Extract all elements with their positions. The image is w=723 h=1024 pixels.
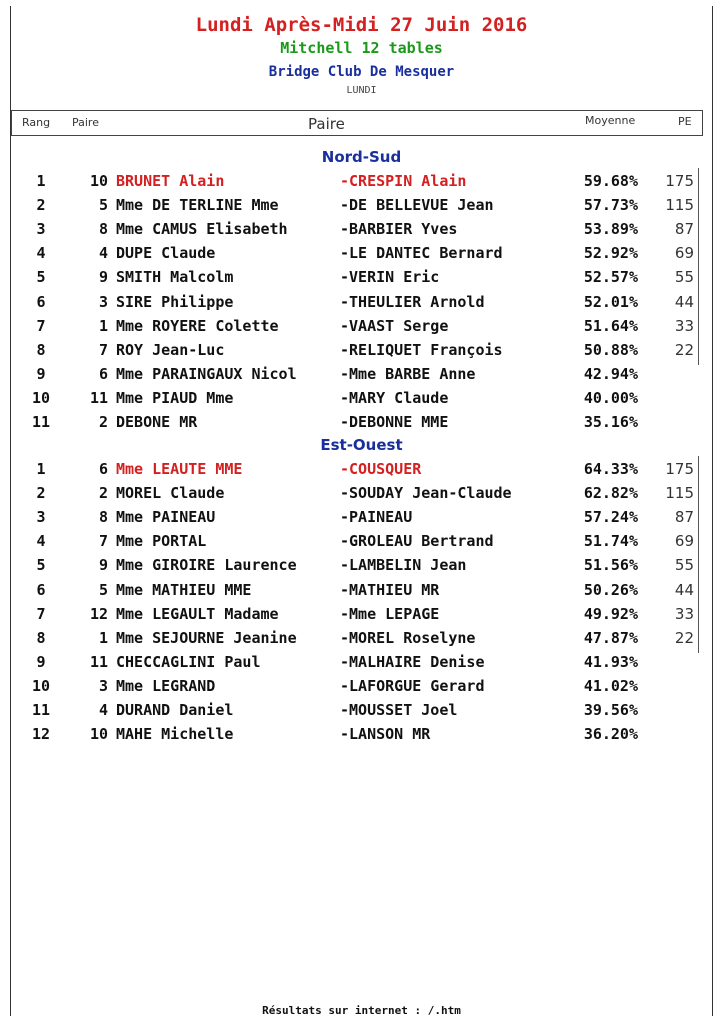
player-1-cell: DEBONE MR (116, 413, 198, 431)
player-1-cell: DURAND Daniel (116, 701, 234, 719)
col-paire: Paire (308, 115, 345, 133)
table-row (0, 677, 723, 699)
pe-cell: 33 (674, 316, 694, 335)
rang-cell: 10 (31, 676, 51, 695)
rang-cell: 3 (36, 508, 46, 527)
table-row (0, 413, 723, 435)
table-row (0, 653, 723, 675)
percentage-cell: 40.00% (583, 388, 638, 407)
table-row (0, 581, 723, 603)
section-title: Nord-Sud (321, 148, 402, 166)
player-2-cell: -PAINEAU (340, 508, 413, 527)
footer-note: Résultats sur internet : /.htm (262, 1004, 461, 1017)
pe-cell: 44 (674, 580, 694, 599)
percentage-cell: 53.89% (583, 220, 638, 239)
player-1-cell: Mme PAINEAU (116, 508, 216, 527)
rang-cell: 8 (36, 340, 46, 359)
player-2-cell: -MOREL Roselyne (340, 628, 476, 647)
percentage-cell: 51.64% (583, 316, 638, 335)
percentage-cell: 52.57% (583, 268, 638, 287)
rang-cell: 9 (36, 364, 46, 383)
player-2-cell: -LE DANTEC Bernard (340, 244, 503, 263)
pair-number-cell: 6 (98, 364, 108, 383)
percentage-cell: 39.56% (583, 701, 638, 719)
percentage-cell: 59.68% (583, 172, 638, 190)
player-1-cell: ROY Jean-Luc (116, 340, 225, 359)
player-2-cell: -SOUDAY Jean-Claude (340, 484, 512, 503)
table-row (0, 725, 723, 747)
player-1-cell: Mme DE TERLINE Mme (116, 196, 279, 215)
pe-cell: 175 (665, 172, 694, 190)
rang-cell: 8 (36, 628, 46, 647)
pair-number-cell: 6 (98, 460, 108, 478)
col-pe: PE (678, 115, 692, 128)
percentage-cell: 52.01% (583, 292, 638, 311)
rang-cell: 4 (36, 244, 46, 263)
pe-cell: 175 (665, 460, 694, 478)
player-2-cell: -MALHAIRE Denise (340, 652, 485, 671)
player-1-cell: Mme LEGAULT Madame (116, 604, 279, 623)
player-1-cell: Mme MATHIEU MME (116, 580, 252, 599)
rang-cell: 1 (36, 172, 46, 190)
rang-cell: 2 (36, 484, 46, 503)
pair-number-cell: 4 (98, 701, 108, 719)
player-1-cell: Mme LEAUTE MME (116, 460, 243, 478)
player-2-cell: -COUSQUER (340, 460, 422, 478)
table-row (0, 532, 723, 554)
rang-cell: 12 (31, 725, 51, 744)
col-moyenne: Moyenne (585, 114, 636, 127)
pair-number-cell: 7 (98, 340, 108, 359)
table-row (0, 196, 723, 218)
rang-cell: 5 (36, 268, 46, 287)
pair-number-cell: 10 (89, 172, 108, 190)
rang-cell: 2 (36, 196, 46, 215)
player-1-cell: MAHE Michelle (116, 725, 234, 744)
pe-column-rule (698, 168, 699, 365)
player-2-cell: -Mme BARBE Anne (340, 364, 476, 383)
rang-cell: 6 (36, 580, 46, 599)
table-row (0, 484, 723, 506)
pe-cell: 55 (674, 556, 694, 575)
percentage-cell: 41.02% (583, 676, 638, 695)
player-2-cell: -LAFORGUE Gerard (340, 676, 485, 695)
percentage-cell: 51.56% (583, 556, 638, 575)
pair-number-cell: 3 (98, 292, 108, 311)
player-2-cell: -MATHIEU MR (340, 580, 440, 599)
pair-number-cell: 12 (89, 604, 108, 623)
rang-cell: 7 (36, 316, 46, 335)
percentage-cell: 51.74% (583, 532, 638, 551)
rang-cell: 3 (36, 220, 46, 239)
pair-number-cell: 5 (98, 196, 108, 215)
table-row (0, 460, 723, 482)
pe-cell: 115 (665, 196, 694, 215)
table-row (0, 389, 723, 411)
percentage-cell: 50.88% (583, 340, 638, 359)
pe-column-rule (698, 456, 699, 653)
player-1-cell: Mme ROYERE Colette (116, 316, 279, 335)
player-1-cell: Mme LEGRAND (116, 676, 216, 695)
pair-number-cell: 7 (98, 532, 108, 551)
player-2-cell: -RELIQUET François (340, 340, 503, 359)
table-row (0, 317, 723, 339)
pe-cell: 115 (665, 484, 694, 503)
player-2-cell: -GROLEAU Bertrand (340, 532, 494, 551)
table-row (0, 556, 723, 578)
table-row (0, 244, 723, 266)
pe-cell: 22 (674, 628, 694, 647)
player-1-cell: MOREL Claude (116, 484, 225, 503)
rang-cell: 4 (36, 532, 46, 551)
rang-cell: 7 (36, 604, 46, 623)
player-2-cell: -VAAST Serge (340, 316, 449, 335)
rang-cell: 11 (31, 413, 51, 431)
player-2-cell: -DE BELLEVUE Jean (340, 196, 494, 215)
percentage-cell: 50.26% (583, 580, 638, 599)
table-row (0, 605, 723, 627)
pair-number-cell: 4 (98, 244, 108, 263)
table-row (0, 701, 723, 723)
player-2-cell: -BARBIER Yves (340, 220, 458, 239)
percentage-cell: 64.33% (583, 460, 638, 478)
table-row (0, 268, 723, 290)
table-row (0, 293, 723, 315)
percentage-cell: 41.93% (583, 652, 638, 671)
rang-cell: 10 (31, 388, 51, 407)
percentage-cell: 36.20% (583, 725, 638, 744)
player-1-cell: Mme PARAINGAUX Nicol (116, 364, 297, 383)
pe-cell: 69 (674, 244, 694, 263)
table-row (0, 365, 723, 387)
table-row (0, 629, 723, 651)
player-1-cell: Mme PIAUD Mme (116, 388, 234, 407)
col-rang: Rang (22, 116, 51, 129)
player-2-cell: -MARY Claude (340, 388, 449, 407)
rang-cell: 6 (36, 292, 46, 311)
pair-number-cell: 1 (98, 316, 108, 335)
player-1-cell: Mme GIROIRE Laurence (116, 556, 297, 575)
player-2-cell: -LAMBELIN Jean (340, 556, 467, 575)
rang-cell: 5 (36, 556, 46, 575)
pair-number-cell: 2 (98, 484, 108, 503)
pe-cell: 87 (674, 220, 694, 239)
percentage-cell: 47.87% (583, 628, 638, 647)
rang-cell: 9 (36, 652, 46, 671)
table-row (0, 508, 723, 530)
pair-number-cell: 8 (98, 508, 108, 527)
pair-number-cell: 2 (98, 413, 108, 431)
section-title: Est-Ouest (320, 436, 403, 454)
page-title: Lundi Après-Midi 27 Juin 2016 (195, 14, 528, 36)
percentage-cell: 42.94% (583, 364, 638, 383)
day-label: LUNDI (346, 85, 377, 96)
percentage-cell: 62.82% (583, 484, 638, 503)
percentage-cell: 49.92% (583, 604, 638, 623)
pe-cell: 33 (674, 604, 694, 623)
rang-cell: 11 (31, 701, 51, 719)
pe-cell: 44 (674, 292, 694, 311)
player-2-cell: -Mme LEPAGE (340, 604, 440, 623)
pair-number-cell: 11 (89, 388, 108, 407)
pe-cell: 22 (674, 340, 694, 359)
pair-number-cell: 8 (98, 220, 108, 239)
player-1-cell: Mme CAMUS Elisabeth (116, 220, 288, 239)
pair-number-cell: 5 (98, 580, 108, 599)
pair-number-cell: 9 (98, 268, 108, 287)
table-row (0, 220, 723, 242)
club-name: Bridge Club De Mesquer (268, 64, 455, 80)
player-1-cell: BRUNET Alain (116, 172, 225, 190)
player-1-cell: Mme SEJOURNE Jeanine (116, 628, 297, 647)
pair-number-cell: 3 (98, 676, 108, 695)
player-1-cell: SMITH Malcolm (116, 268, 234, 287)
player-2-cell: -LANSON MR (340, 725, 431, 744)
pe-cell: 55 (674, 268, 694, 287)
player-2-cell: -DEBONNE MME (340, 413, 449, 431)
percentage-cell: 35.16% (583, 413, 638, 431)
table-row (0, 341, 723, 363)
player-1-cell: DUPE Claude (116, 244, 216, 263)
percentage-cell: 52.92% (583, 244, 638, 263)
percentage-cell: 57.24% (583, 508, 638, 527)
pair-number-cell: 10 (89, 725, 108, 744)
percentage-cell: 57.73% (583, 196, 638, 215)
col-paire-num: Paire (72, 116, 99, 129)
player-2-cell: -THEULIER Arnold (340, 292, 485, 311)
player-1-cell: SIRE Philippe (116, 292, 234, 311)
player-1-cell: CHECCAGLINI Paul (116, 652, 261, 671)
rang-cell: 1 (36, 460, 46, 478)
player-1-cell: Mme PORTAL (116, 532, 207, 551)
table-row (0, 172, 723, 194)
pe-cell: 87 (674, 508, 694, 527)
pair-number-cell: 11 (89, 652, 108, 671)
column-header (11, 110, 703, 136)
pair-number-cell: 9 (98, 556, 108, 575)
pair-number-cell: 1 (98, 628, 108, 647)
pe-cell: 69 (674, 532, 694, 551)
movement-subtitle: Mitchell 12 tables (280, 39, 443, 57)
player-2-cell: -CRESPIN Alain (340, 172, 467, 190)
player-2-cell: -VERIN Eric (340, 268, 440, 287)
player-2-cell: -MOUSSET Joel (340, 701, 458, 719)
